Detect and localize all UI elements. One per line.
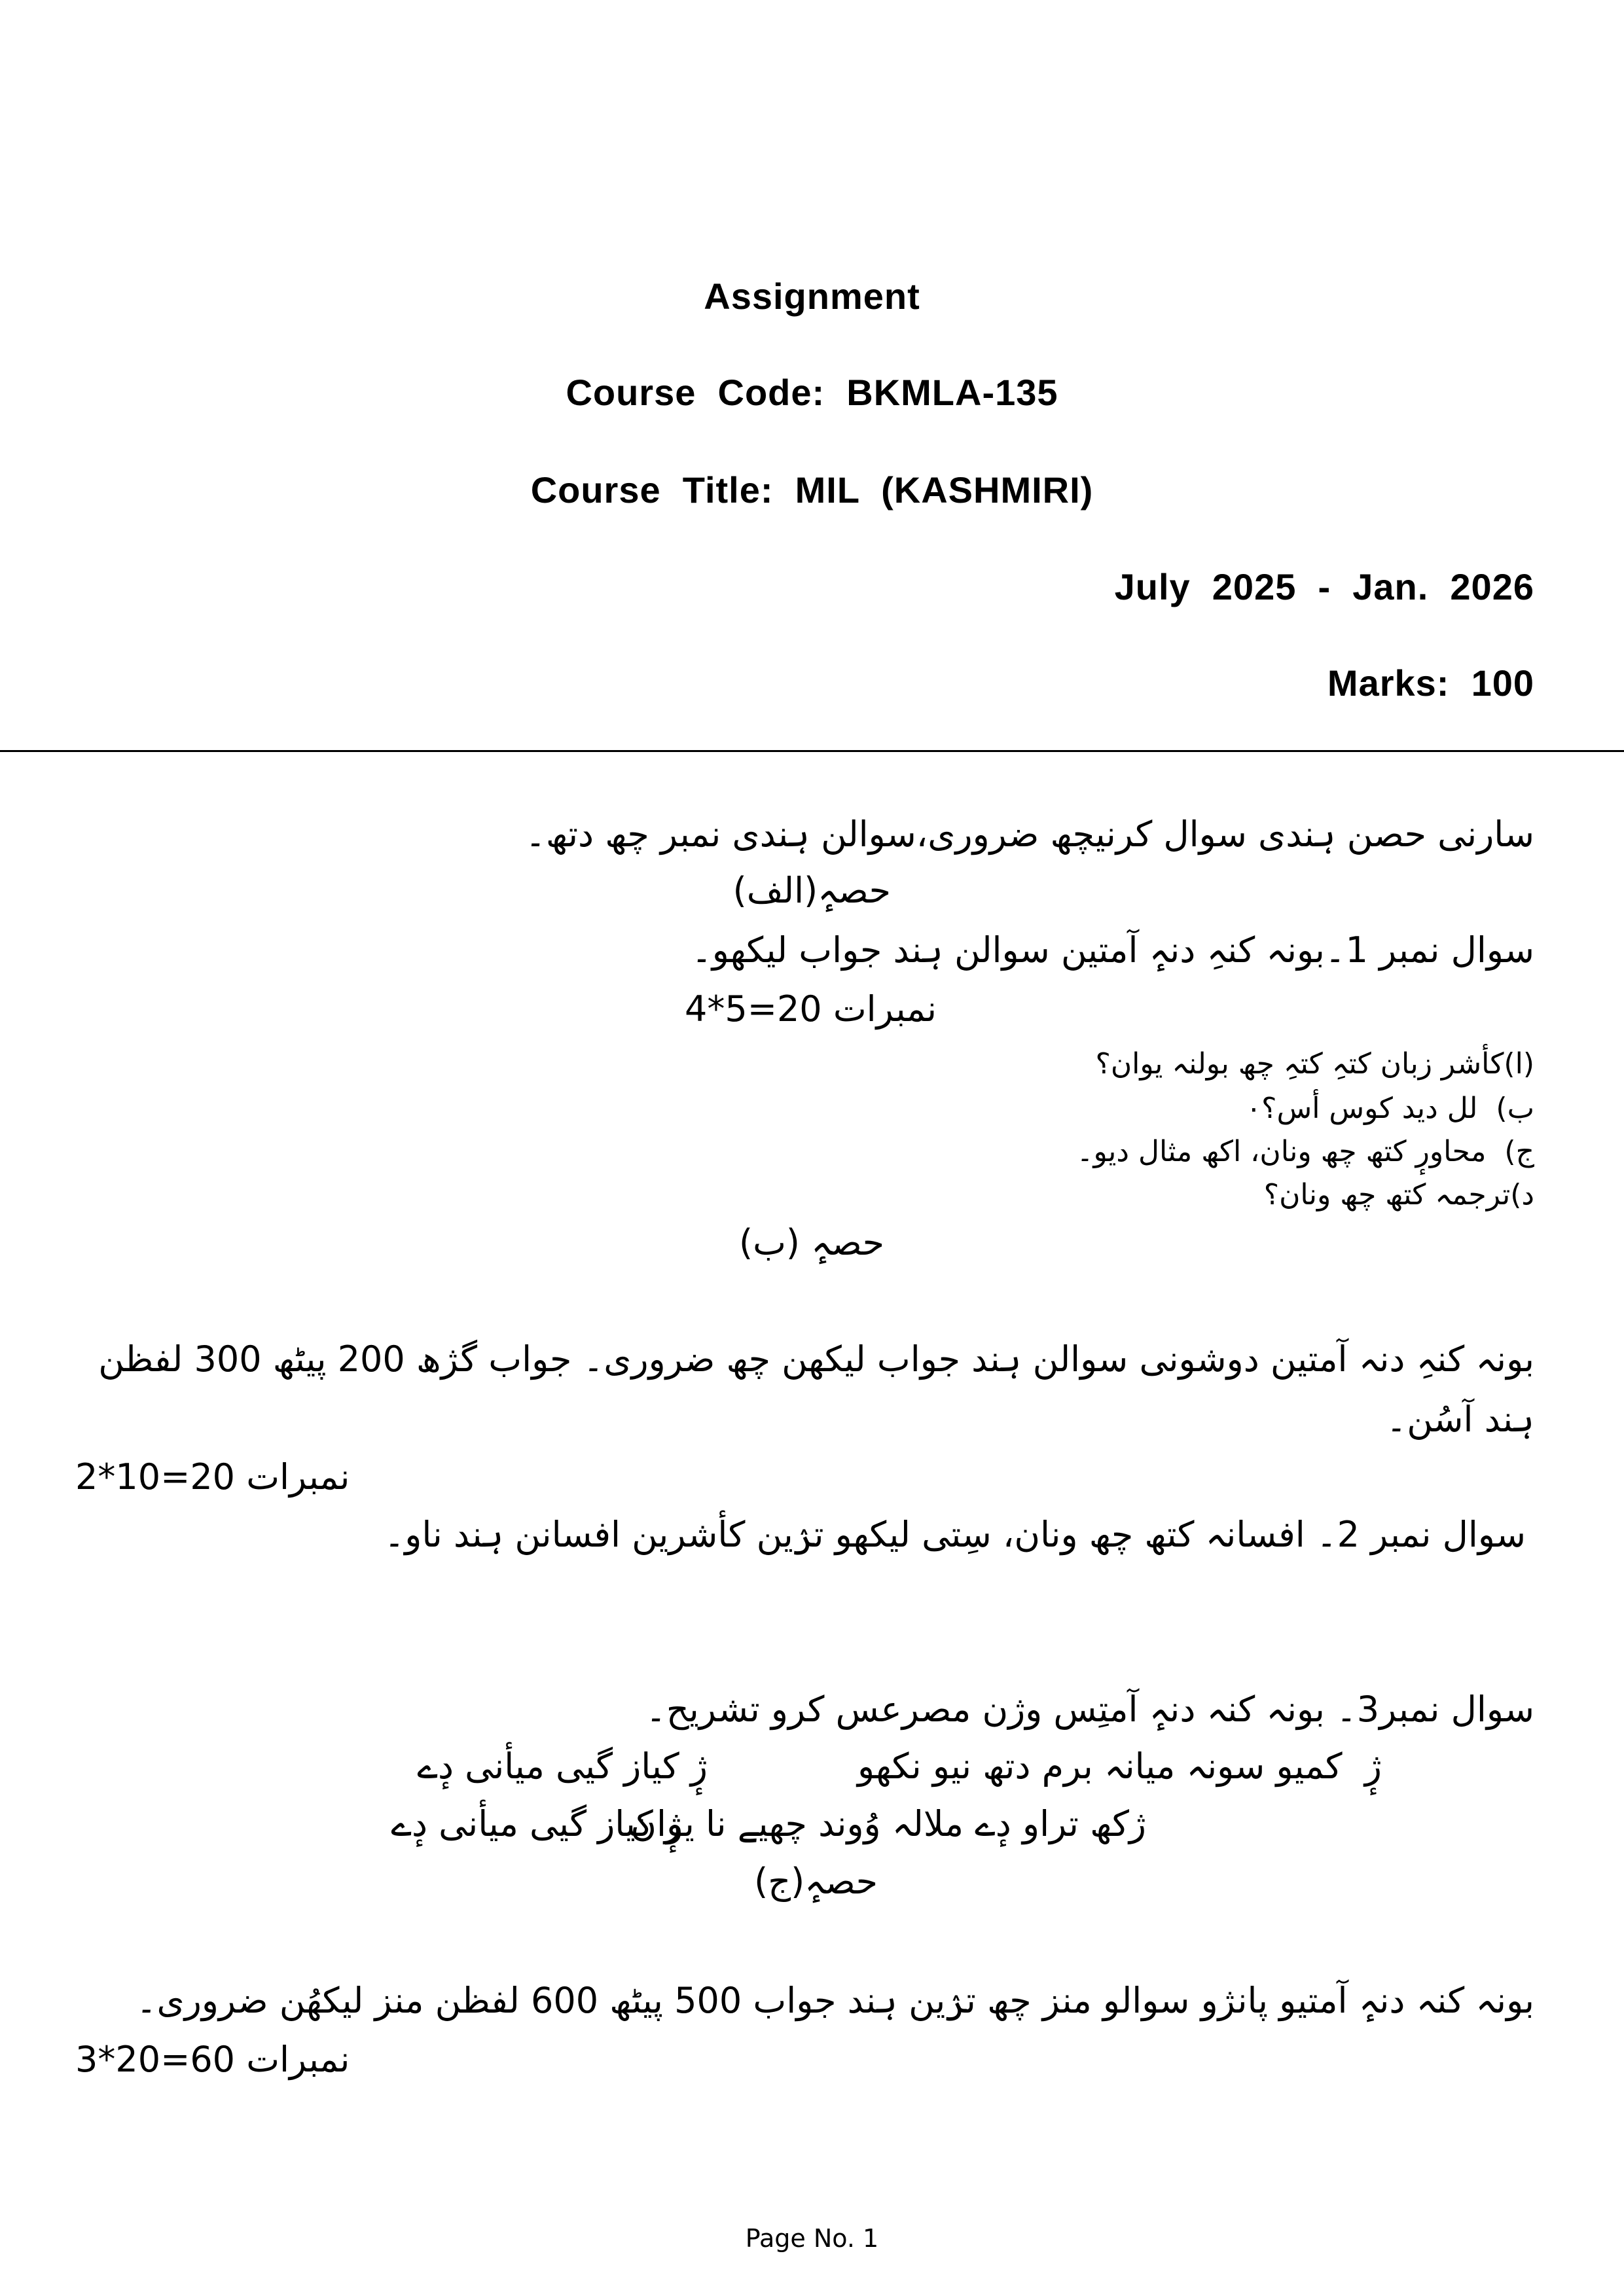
section-c-heading: حصہٕ(ج)	[754, 1861, 878, 1902]
assignment-title: Assignment	[704, 276, 920, 317]
question-2: سوال نمبر 2۔ افسانہ کتھ چھ ونان، سِتی لیکھو ترٛین کأشرین افسانن ہند ناو۔	[384, 1514, 1526, 1555]
question-1-item-c: ج) محاورٕ کتھ چھ ونان، اکھ مثال دیو۔	[1076, 1135, 1534, 1168]
question-1-item-a: (ا)کأشر زبان کتہِ کتہِ چھ بولنہ یوان؟	[1095, 1047, 1534, 1081]
section-a-heading: حصہٕ(الف)	[732, 870, 891, 911]
question-1-item-d: د)ترجمہ کتھ چھ ونان؟	[1263, 1178, 1534, 1211]
verse-1-right: ژٕ کمیو سونہ میانہ برم دتھ نیو نکھو	[857, 1746, 1382, 1787]
page-number: Page No. 1	[745, 2224, 879, 2253]
section-b-marks: نمبرات 20=10*2	[75, 1456, 350, 1498]
course-code: Course Code: BKMLA-135	[566, 372, 1058, 413]
section-c-instruction: بونہ کنہ دنہٕ آمتیو پانژو سوالو منز چھ ترٛین ہند جواب 500 پیٹھ 600 لفظن منز لیکھُن ضروری۔	[135, 1980, 1534, 2021]
question-1-marks: نمبرات 20=5*4	[684, 988, 937, 1030]
verse-2-right: ژکھ تراو دٕے ملالہ وُوند چھیے نا یوان	[630, 1803, 1146, 1844]
verse-1-left: ژٕ کیاز گیی میأنی دٕے	[417, 1746, 708, 1787]
header-divider	[0, 750, 1624, 752]
course-title: Course Title: MIL (KASHMIRI)	[530, 469, 1094, 511]
section-c-marks: نمبرات 60=20*3	[75, 2039, 350, 2080]
question-1-item-b: ب) لل دید کوس أس؟۰	[1246, 1092, 1534, 1125]
verse-2-left: ژٕ کیاز گیی میأنی دٕے	[391, 1803, 681, 1844]
question-1: سوال نمبر 1۔بونہ کنہِ دنہٕ آمتین سوالن ہند جواب لیکھو۔	[691, 929, 1534, 971]
question-3: سوال نمبر3۔ بونہ کنہ دنہٕ آمتِس وژن مصرعس کرو تشریح۔	[645, 1689, 1534, 1730]
total-marks: Marks: 100	[1327, 662, 1534, 704]
section-b-heading: حصہٕ (ب)	[739, 1222, 884, 1263]
general-instructions: سارنی حصن ہندی سوال کرنیچھ ضروری،سوالن ہندی نمبر چھ دتھ۔	[525, 814, 1534, 855]
session-dates: July 2025 - Jan. 2026	[1114, 566, 1534, 607]
section-b-instruction-line2: ہند آسُن۔	[1386, 1399, 1534, 1440]
section-b-instruction-line1: بونہ کنہِ دنہ آمتین دوشونی سوالن ہند جواب لیکھن چھ ضروری۔ جواب گژھ 200 پیٹھ 300 لفظن	[98, 1338, 1534, 1380]
